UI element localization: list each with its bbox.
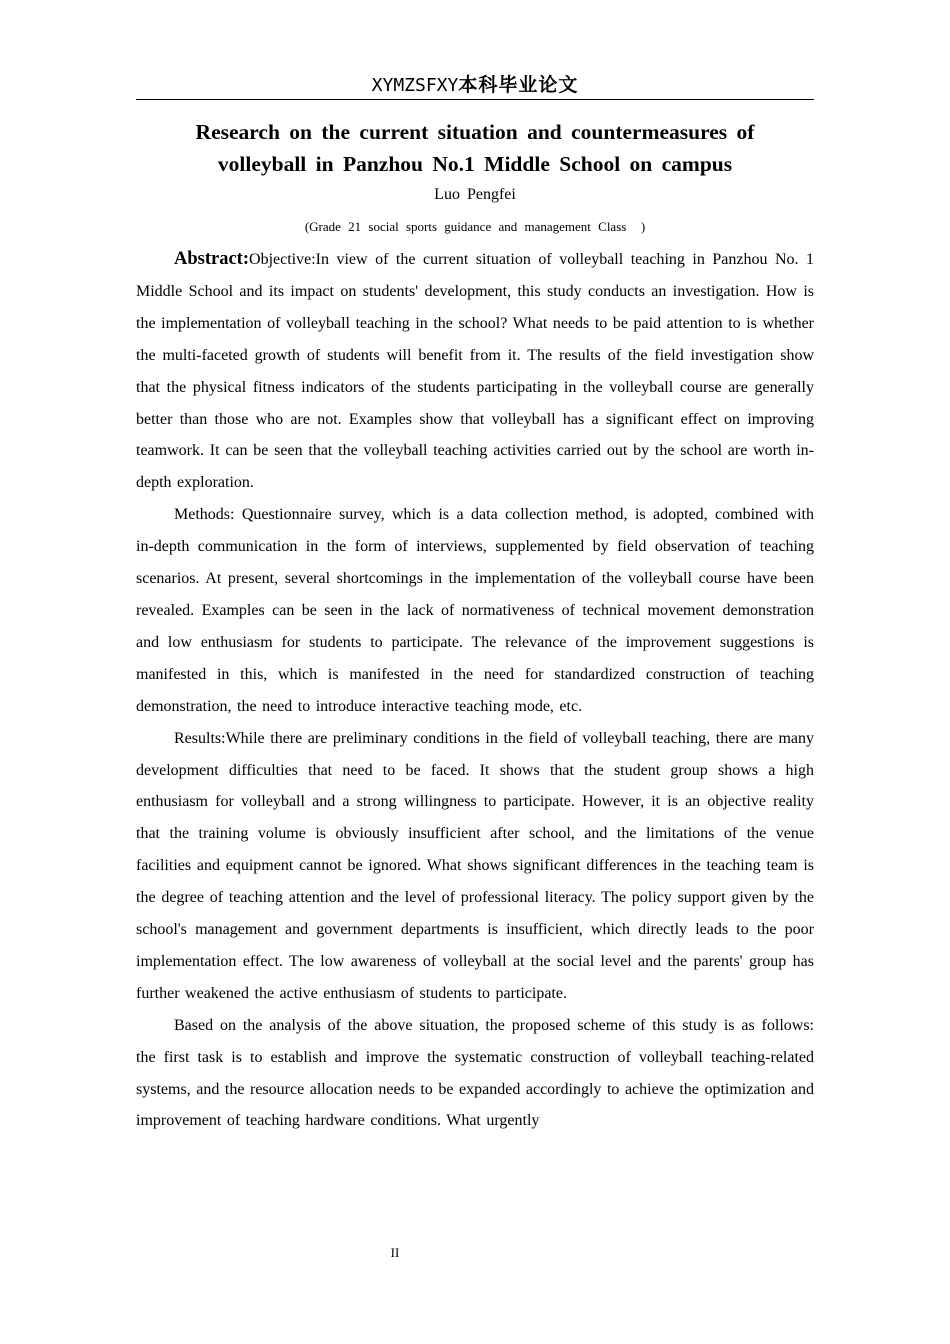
abstract-methods-paragraph: Methods: Questionnaire survey, which is a data collection method, is adopted, combined with in-depth communication in the form of interviews, supplemented by field observation of teaching scenarios. At present, several shortcomings in the implementation of the volleyball course have been revealed. Examples can be seen in the lack of normativeness of technical movement demonstration and low enthusiasm for students to participate. The relevance of the improvement suggestions is manifested in this, which is manifested in the need for standardized construction of teaching demonstration, the need to introduce interactive teaching mode, etc. — [136, 506, 814, 715]
author-name: Luo Pengfei — [434, 186, 516, 203]
abstract-scheme-paragraph: Based on the analysis of the above situation, the proposed scheme of this study is as follows: the first task is to establish and improve the systematic construction of volleyball teaching-related systems, and the resource allocation needs to be expanded accordingly to achieve the optimization and improvement of teaching hardware conditions. What urgently — [136, 1016, 814, 1130]
header-cjk: 本科毕业论文 — [458, 74, 579, 96]
page-number: II — [390, 1245, 400, 1260]
paper-title — [150, 116, 800, 180]
header-latin: XYMZSFXY — [371, 75, 459, 96]
header-rule — [136, 99, 814, 100]
paper-title-line-2: volleyball in Panzhou No.1 Middle School on campus — [217, 152, 733, 176]
author-affiliation: (Grade 21 social sports guidance and management Class ) — [304, 219, 646, 234]
running-header — [136, 70, 814, 100]
paper-title-line-1: Research on the current situation and countermeasures of — [195, 120, 755, 144]
abstract-label: Abstract: — [174, 249, 250, 269]
abstract-results-paragraph: Results:While there are preliminary conditions in the field of volleyball teaching, there are many development difficulties that need to be faced. It shows that the student group shows a high enthusiasm for volleyball and a strong willingness to participate. However, it is an objective reality that the training volume is obviously insufficient after school, and the limitations of the venue facilities and equipment cannot be ignored. What shows significant differences in the teaching team is the degree of teaching attention and the level of professional literacy. The policy support given by the school's management and government departments is insufficient, which directly leads to the poor implementation effect. The low awareness of volleyball at the social level and the parents' group has further weakened the active enthusiasm of students to participate. — [136, 729, 814, 1002]
abstract-body — [136, 244, 814, 1137]
abstract-objective-text: Objective:In view of the current situation of volleyball teaching in Panzhou No. 1 Middle School and its impact on students' development, this study conducts an investigation. How is the implementation of volleyball teaching in the school? What needs to be paid attention to is whether the multi-faceted growth of students will benefit from it. The results of the field investigation show that the physical fitness indicators of the students participating in the volleyball course are generally better than those who are not. Examples show that volleyball has a significant effect on improving teamwork. It can be seen that the volleyball teaching activities carried out by the school are worth in-depth exploration. — [136, 251, 814, 492]
abstract-objective-paragraph — [136, 244, 814, 499]
